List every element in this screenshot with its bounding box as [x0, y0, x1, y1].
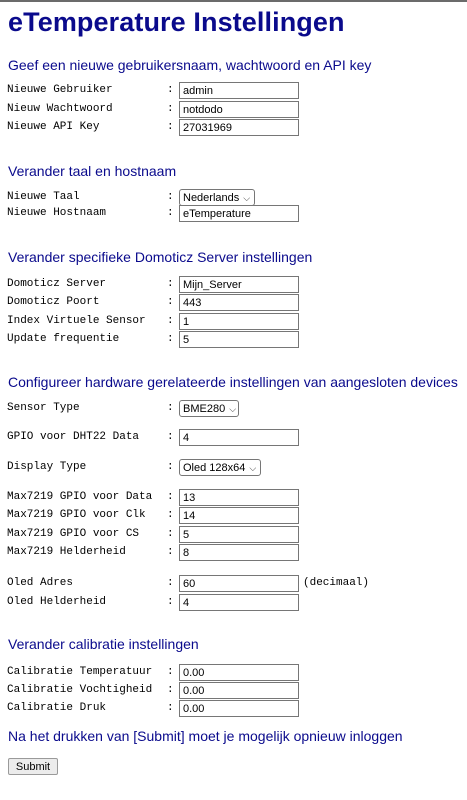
port-label: Domoticz Poort	[7, 296, 100, 308]
oled-address-input[interactable]	[179, 575, 299, 592]
server-input[interactable]	[179, 276, 299, 293]
colon: :	[167, 315, 174, 327]
hostname-label: Nieuwe Hostnaam	[7, 207, 107, 219]
row-port	[0, 294, 467, 312]
row-update-frequency	[0, 331, 467, 349]
section-heading-calibration: Verander calibratie instellingen	[8, 636, 199, 652]
submit-button[interactable]: Submit	[8, 758, 58, 775]
cal-humidity-input[interactable]	[179, 682, 299, 699]
section-heading-language: Verander taal en hostnaam	[8, 163, 177, 179]
colon: :	[167, 191, 174, 203]
oled-brightness-label: Oled Helderheid	[7, 596, 107, 608]
row-max-data	[0, 489, 467, 507]
colon: :	[167, 431, 174, 443]
chevron-down-icon: ⌵	[229, 403, 237, 414]
colon: :	[167, 702, 174, 714]
max-clk-input[interactable]	[179, 507, 299, 524]
colon: :	[167, 684, 174, 696]
cal-temp-label: Calibratie Temperatuur	[7, 666, 153, 678]
colon: :	[167, 84, 174, 96]
port-input[interactable]	[179, 294, 299, 311]
hostname-input[interactable]	[179, 205, 299, 222]
cal-pressure-input[interactable]	[179, 700, 299, 717]
chevron-down-icon: ⌵	[249, 462, 257, 473]
section-heading-credentials: Geef een nieuwe gebruikersnaam, wachtwoord en API key	[8, 57, 372, 73]
row-max-brightness	[0, 544, 467, 562]
cal-pressure-label: Calibratie Druk	[7, 702, 107, 714]
row-sensor-index	[0, 313, 467, 331]
sensor-index-input[interactable]	[179, 313, 299, 330]
max-data-input[interactable]	[179, 489, 299, 506]
row-oled-brightness	[0, 594, 467, 612]
server-label: Domoticz Server	[7, 278, 107, 290]
cal-temp-input[interactable]	[179, 664, 299, 681]
language-label: Nieuwe Taal	[7, 191, 80, 203]
oled-address-label: Oled Adres	[7, 577, 74, 589]
colon: :	[167, 461, 174, 473]
colon: :	[167, 103, 174, 115]
max-data-label: Max7219 GPIO voor Data	[7, 491, 153, 503]
row-sensor-type	[0, 400, 467, 418]
colon: :	[167, 207, 174, 219]
sensor-type-label: Sensor Type	[7, 402, 80, 414]
language-select-value: Nederlands	[183, 192, 240, 204]
user-input[interactable]	[179, 82, 299, 99]
max-brightness-label: Max7219 Helderheid	[7, 546, 126, 558]
password-input[interactable]	[179, 101, 299, 118]
dht22-gpio-label: GPIO voor DHT22 Data	[7, 431, 140, 443]
max-brightness-input[interactable]	[179, 544, 299, 561]
colon: :	[167, 333, 174, 345]
colon: :	[167, 402, 174, 414]
row-hostname	[0, 205, 467, 223]
section-heading-domoticz: Verander specifieke Domoticz Server instellingen	[8, 249, 313, 265]
display-type-label: Display Type	[7, 461, 87, 473]
row-oled-address	[0, 575, 467, 593]
row-user	[0, 82, 467, 100]
colon: :	[167, 546, 174, 558]
row-cal-humidity	[0, 682, 467, 700]
update-frequency-label: Update frequentie	[7, 333, 120, 345]
dht22-gpio-input[interactable]	[179, 429, 299, 446]
row-dht22-gpio	[0, 429, 467, 447]
max-cs-input[interactable]	[179, 526, 299, 543]
colon: :	[167, 666, 174, 678]
colon: :	[167, 528, 174, 540]
section-heading-hardware: Configureer hardware gerelateerde instellingen van aangesloten devices	[8, 374, 458, 390]
page-title: eTemperature Instellingen	[8, 7, 345, 37]
oled-brightness-input[interactable]	[179, 594, 299, 611]
oled-address-unit-note: (decimaal)	[303, 577, 370, 589]
chevron-down-icon: ⌵	[243, 192, 251, 203]
row-api-key	[0, 119, 467, 137]
relogin-notice: Na het drukken van [Submit] moet je mogelijk opnieuw inloggen	[8, 728, 403, 744]
row-cal-temp	[0, 664, 467, 682]
user-label: Nieuwe Gebruiker	[7, 84, 113, 96]
row-server	[0, 276, 467, 294]
sensor-type-select-value: BME280	[183, 403, 226, 415]
sensor-index-label: Index Virtuele Sensor	[7, 315, 146, 327]
sensor-type-select[interactable]	[179, 400, 239, 417]
display-type-select-value: Oled 128x64	[183, 462, 246, 474]
colon: :	[167, 278, 174, 290]
language-select[interactable]	[179, 189, 255, 206]
api-key-label: Nieuwe API Key	[7, 121, 100, 133]
max-cs-label: Max7219 GPIO voor CS	[7, 528, 140, 540]
row-cal-pressure	[0, 700, 467, 718]
cal-humidity-label: Calibratie Vochtigheid	[7, 684, 153, 696]
colon: :	[167, 296, 174, 308]
colon: :	[167, 509, 174, 521]
colon: :	[167, 491, 174, 503]
max-clk-label: Max7219 GPIO voor Clk	[7, 509, 146, 521]
row-max-clk	[0, 507, 467, 525]
password-label: Nieuw Wachtwoord	[7, 103, 113, 115]
colon: :	[167, 577, 174, 589]
display-type-select[interactable]	[179, 459, 261, 476]
row-display-type	[0, 459, 467, 477]
top-border	[0, 0, 467, 2]
colon: :	[167, 121, 174, 133]
update-frequency-input[interactable]	[179, 331, 299, 348]
row-max-cs	[0, 526, 467, 544]
api-key-input[interactable]	[179, 119, 299, 136]
colon: :	[167, 596, 174, 608]
row-password	[0, 101, 467, 119]
